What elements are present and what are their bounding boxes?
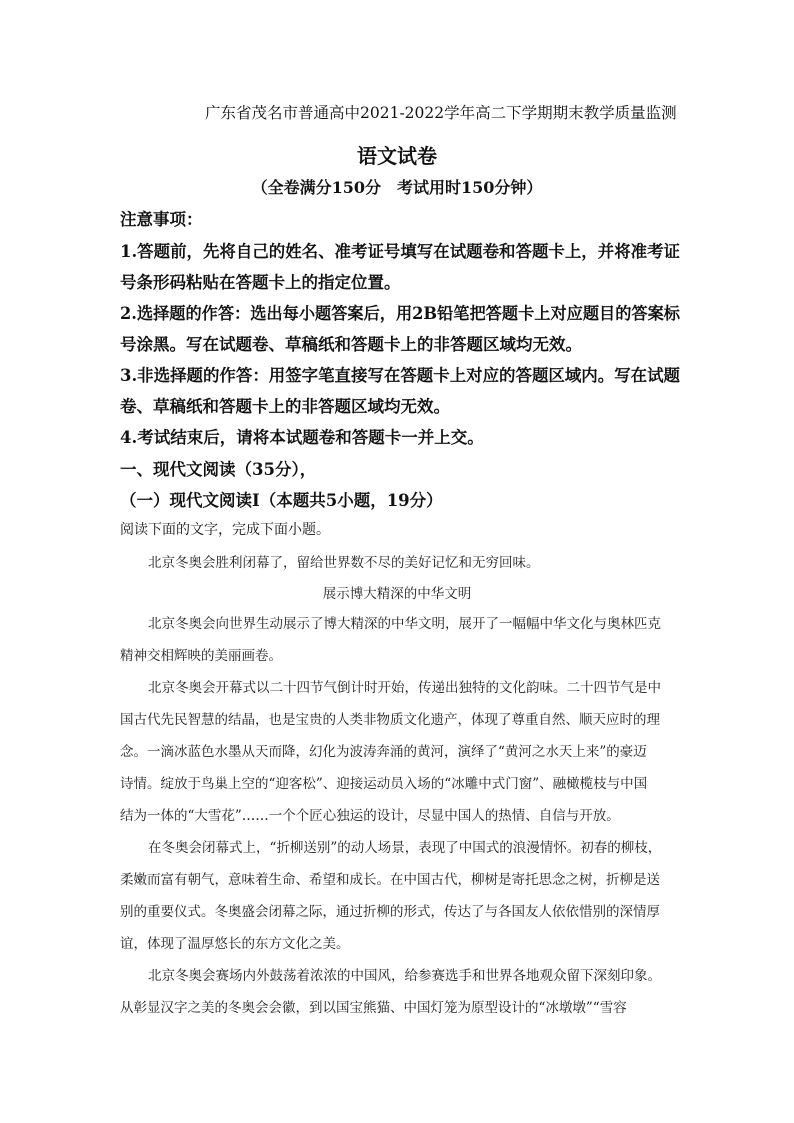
passage-line: 国古代先民智慧的结晶，也是宝贵的人类非物质文化遗产，体现了尊重自然、顺天应时的理 <box>120 712 660 728</box>
notice-heading: 注意事项： <box>120 210 203 229</box>
notice-line: 1.答题前，先将自己的姓名、准考证号填写在试题卷和答题卡上，并将准考证 <box>120 242 680 261</box>
passage-line: 诗情。绽放于鸟巢上空的“迎客松”、迎接运动员入场的“冰雕中式门窗”、融橄榄枝与中国 <box>120 776 648 792</box>
passage-line: 柔嫩而富有朝气，意味着生命、希望和成长。在中国古代，柳树是寄托思念之树，折柳是送 <box>120 872 660 888</box>
section-title: （一）现代文阅读Ⅰ（本题共5小题，19分） <box>120 491 443 510</box>
reading-instruction: 阅读下面的文字，完成下面小题。 <box>120 522 330 538</box>
passage-line: 北京冬奥会向世界生动展示了博大精深的中华文明，展开了一幅幅中华文化与奥林匹克 <box>148 616 661 632</box>
passage-line: 从彰显汉字之美的冬奥会会徽，到以国宝熊猫、中国灯笼为原型设计的“冰墩墩”“雪容 <box>120 1000 627 1016</box>
passage-line: 在冬奥会闭幕式上，“折柳送别”的动人场景，表现了中国式的浪漫情怀。初春的柳枝， <box>148 840 662 856</box>
notice-line: 4.考试结束后，请将本试题卷和答题卡一并上交。 <box>120 428 484 447</box>
passage-line: 念。一滴冰蓝色水墨从天而降，幻化为波涛奔涌的黄河，演绎了“黄河之水天上来”的豪迈 <box>120 744 647 760</box>
passage-heading: 展示博大精深的中华文明 <box>322 586 472 602</box>
notice-line: 号条形码粘贴在答题卡上的指定位置。 <box>120 273 401 292</box>
page-subtitle: （全卷满分150分 考试用时150分钟） <box>251 178 543 197</box>
passage-line: 精神交相辉映的美丽画卷。 <box>120 648 282 664</box>
notice-line: 2.选择题的作答：选出每小题答案后，用2B铅笔把答题卡上对应题目的答案标 <box>120 304 680 323</box>
passage-line: 北京冬奥会赛场内外鼓荡着浓浓的中国风，给参赛选手和世界各地观众留下深刻印象。 <box>148 968 661 984</box>
part-title: 一、现代文阅读（35分）， <box>120 460 317 479</box>
passage-line: 谊，体现了温厚悠长的东方文化之美。 <box>120 936 350 952</box>
notice-line: 号涂黑。写在试题卷、草稿纸和答题卡上的非答题区域均无效。 <box>120 335 582 354</box>
passage-line: 北京冬奥会开幕式以二十四节气倒计时开始，传递出独特的文化韵味。二十四节气是中 <box>148 680 661 696</box>
page-title: 语文试卷 <box>357 144 437 168</box>
passage-line: 结为一体的“大雪花”……一个个匠心独运的设计，尽显中国人的热情、自信与开放。 <box>120 808 620 824</box>
exam-source-header: 广东省茂名市普通高中2021-2022学年高二下学期期末教学质量监测 <box>205 104 677 122</box>
notice-line: 3.非选择题的作答：用签字笔直接写在答题卡上对应的答题区域内。写在试题 <box>120 366 680 385</box>
passage-intro: 北京冬奥会胜利闭幕了，留给世界数不尽的美好记忆和无穷回味。 <box>148 555 540 571</box>
passage-line: 别的重要仪式。冬奥盛会闭幕之际，通过折柳的形式，传达了与各国友人依依惜别的深情厚 <box>120 904 660 920</box>
notice-line: 卷、草稿纸和答题卡上的非答题区域均无效。 <box>120 397 450 416</box>
